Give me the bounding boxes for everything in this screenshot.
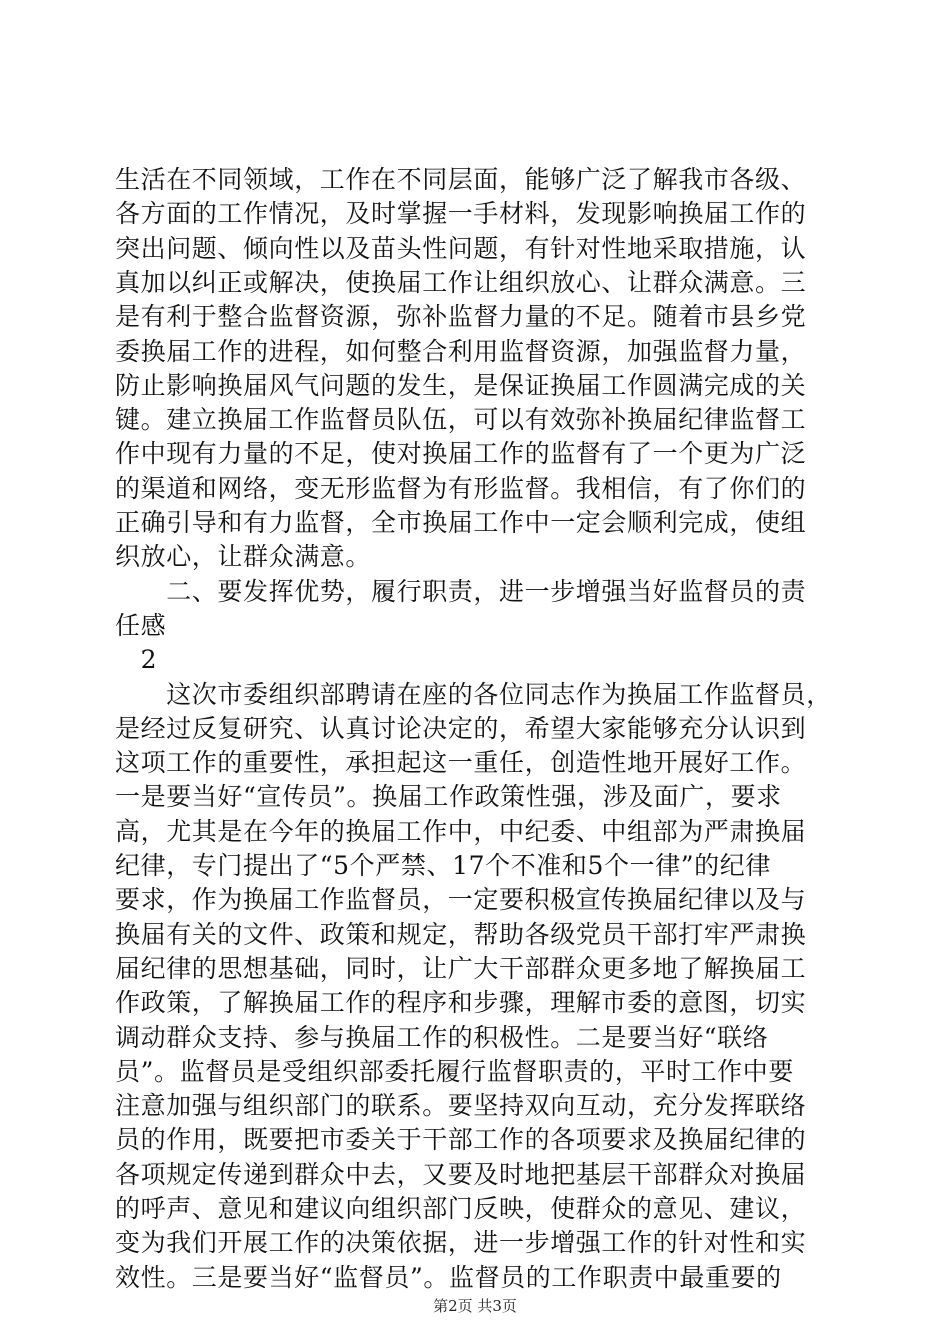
text-line: 正确引导和有力监督，全市换届工作中一定会顺利完成，使组 [115, 508, 807, 537]
text-line: 委换届工作的进程，如何整合利用监督资源，加强监督力量， [115, 336, 807, 366]
text-line: 员的作用，既要把市委关于干部工作的各项要求及换届纪律的 [115, 1125, 807, 1155]
text-line: 的渠道和网络，变无形监督为有形监督。我相信，有了你们的 [115, 473, 807, 503]
text-line: 纪律，专门提出了“5个严禁、17个不准和5个一律”的纪律 [115, 851, 771, 880]
text-line: 要求，作为换届工作监督员，一定要积极宣传换届纪律以及与 [115, 885, 807, 915]
text-line: 织放心，让群众满意。 [115, 542, 372, 572]
text-line: 作政策，了解换届工作的程序和步骤，理解市委的意图，切实 [115, 988, 807, 1018]
text-line: 员”。监督员是受组织部委托履行监督职责的，平时工作中要 [115, 1056, 794, 1086]
text-line: 变为我们开展工作的决策依据，进一步增强工作的针对性和实 [115, 1228, 807, 1258]
text-line: 是有利于整合监督资源，弥补监督力量的不足。随着市县乡党 [115, 302, 807, 332]
text-line: 2 [115, 645, 158, 675]
text-line: 键。建立换届工作监督员队伍，可以有效弥补换届纪律监督工 [115, 405, 807, 435]
text-line: 效性。三是要当好“监督员”。监督员的工作职责中最重要的 [115, 1262, 782, 1292]
text-line: 任感 [115, 610, 167, 640]
text-line: 生活在不同领域，工作在不同层面，能够广泛了解我市各级、 [115, 165, 807, 194]
text-line: 调动群众支持、参与换届工作的积极性。二是要当好“联络 [115, 1022, 769, 1052]
page-footer: 第2页 共3页 [433, 1297, 517, 1315]
text-line: 换届有关的文件、政策和规定，帮助各级党员干部打牢严肃换 [115, 919, 807, 949]
text-line: 注意加强与组织部门的联系。要坚持双向互动，充分发挥联络 [115, 1091, 807, 1121]
text-line: 高，尤其是在今年的换届工作中，中纪委、中组部为严肃换届 [115, 816, 807, 846]
text-line: 这项工作的重要性，承担起这一重任，创造性地开展好工作。 [115, 748, 807, 778]
text-line: 真加以纠正或解决，使换届工作让组织放心、让群众满意。三 [115, 267, 807, 297]
text-line: 防止影响换届风气问题的发生，是保证换届工作圆满完成的关 [115, 370, 807, 400]
text-line: 是经过反复研究、认真讨论决定的，希望大家能够充分认识到 [115, 713, 807, 743]
text-line: 作中现有力量的不足，使对换届工作的监督有了一个更为广泛 [115, 439, 807, 469]
text-line: 一是要当好“宣传员”。换届工作政策性强，涉及面广，要求 [115, 782, 782, 812]
text-line: 的呼声、意见和建议向组织部门反映，使群众的意见、建议， [115, 1194, 807, 1223]
text-line: 届纪律的思想基础，同时，让广大干部群众更多地了解换届工 [115, 953, 807, 983]
text-line: 二、要发挥优势，履行职责，进一步增强当好监督员的责 [115, 576, 807, 606]
text-line: 各项规定传递到群众中去，又要及时地把基层干部群众对换届 [115, 1159, 807, 1189]
text-line: 突出问题、倾向性以及苗头性问题，有针对性地采取措施，认 [115, 233, 807, 263]
text-line: 各方面的工作情况，及时掌握一手材料，发现影响换届工作的 [115, 199, 807, 229]
text-line: 这次市委组织部聘请在座的各位同志作为换届工作监督员， [115, 679, 832, 709]
